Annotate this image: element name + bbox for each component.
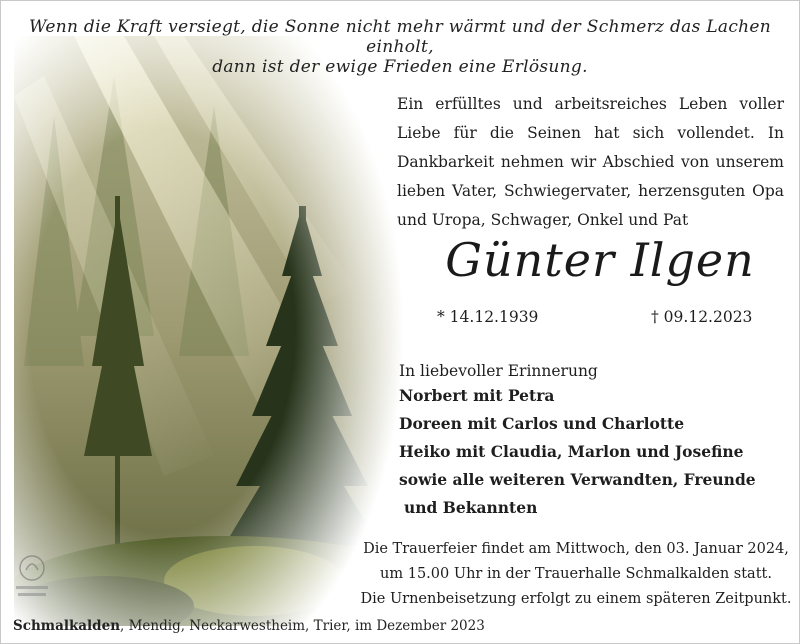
service-line: Die Trauerfeier findet am Mittwoch, den 03. Januar 2024, (363, 541, 789, 557)
service-line: um 15.00 Uhr in der Trauerhalle Schmalkalden statt. (380, 566, 772, 582)
family-line: und Bekannten (404, 498, 538, 517)
service-line: Die Urnenbeisetzung erfolgt zu einem späteren Zeitpunkt. (360, 591, 792, 607)
family-line: sowie alle weiteren Verwandten, Freunde (399, 470, 756, 489)
bestattung-logo-watermark (12, 548, 52, 608)
footer-place-rest: , Mendig, Neckarwestheim, Trier, im Dezember 2023 (120, 618, 485, 634)
family-line: Doreen mit Carlos und Charlotte (399, 414, 685, 433)
death-date: † 09.12.2023 (651, 308, 753, 326)
intro-text: Ein erfülltes und arbeitsreiches Leben voller Liebe für die Seinen hat sich vollendet. In Dankbarkeit nehmen wir Abschied von unserem lieben Vater, Schwiegervater, herzensguten Opa und Uropa, Schwager, Onkel und Pat (397, 95, 784, 229)
footer-place-bold: Schmalkalden (13, 618, 121, 634)
forest-photo (14, 36, 404, 626)
footer-places (13, 618, 485, 634)
verse-line-2: dann ist der ewige Frieden eine Erlösung. (212, 57, 588, 77)
service-info (356, 537, 796, 612)
birth-date: * 14.12.1939 (437, 308, 539, 326)
memory-heading: In liebevoller Erinnerung (399, 362, 598, 380)
family-list (399, 382, 789, 522)
family-line: Heiko mit Claudia, Marlon und Josefine (399, 442, 744, 461)
deceased-name: Günter Ilgen (445, 233, 755, 287)
verse-line-1: Wenn die Kraft versiegt, die Sonne nicht mehr wärmt und der Schmerz das Lachen einholt, (28, 17, 772, 57)
family-line: Norbert mit Petra (399, 386, 555, 405)
